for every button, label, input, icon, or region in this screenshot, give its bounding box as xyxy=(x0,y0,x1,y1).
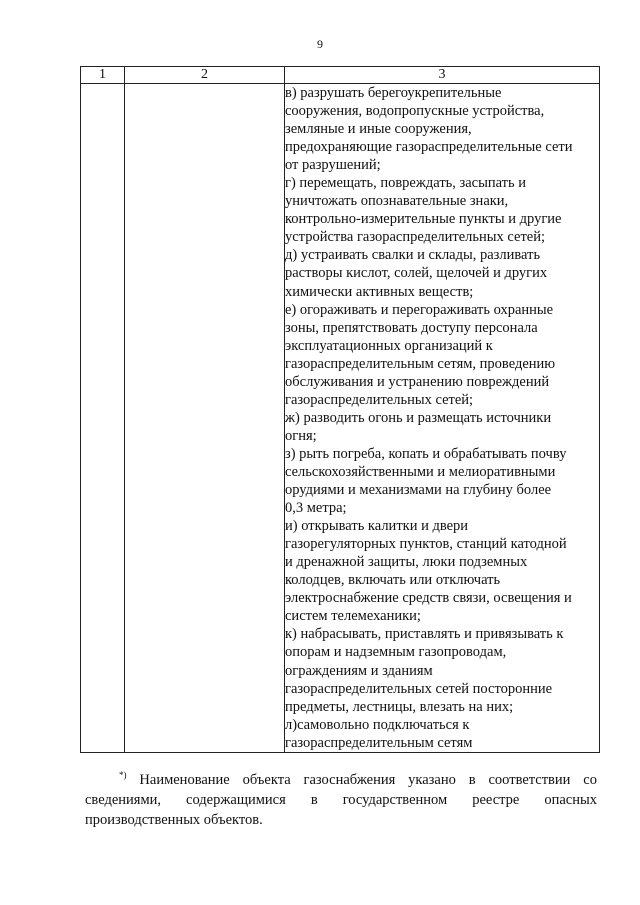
restriction-line: предохраняющие газораспределительные сети xyxy=(285,139,573,156)
page-number: 9 xyxy=(317,37,323,51)
column-header-3: 3 xyxy=(285,67,600,84)
restrictions-cell xyxy=(285,84,600,753)
restriction-line: газораспределительным сетям, проведению xyxy=(285,355,556,372)
restriction-line: з) рыть погреба, копать и обрабатывать почву xyxy=(285,445,567,462)
restriction-line: сельскохозяйственными и мелиоративными xyxy=(285,463,556,480)
hazard-table xyxy=(80,66,600,753)
restriction-line: уничтожать опознавательные знаки, xyxy=(285,193,509,210)
restriction-line: огня; xyxy=(285,427,317,444)
restrictions-list xyxy=(285,84,599,752)
column-header-1: 1 xyxy=(81,67,125,84)
restriction-line: и дренажной защиты, люки подземных xyxy=(285,554,528,571)
restriction-line: электроснабжение средств связи, освещения и xyxy=(285,590,572,607)
footnote-line xyxy=(85,765,597,790)
restriction-line: устройства газораспределительных сетей; xyxy=(285,229,546,246)
restriction-line: газораспределительным сетям xyxy=(285,734,473,751)
footnote-line: сведениями, содержащимися в государственном реестре опасных xyxy=(85,792,597,808)
restriction-line: колодцев, включать или отключать xyxy=(285,572,501,589)
footnote-text: Наименование объекта газоснабжения указано в соответствии со xyxy=(139,772,597,788)
table-body-row xyxy=(81,84,600,753)
restriction-line: предметы, лестницы, влезать на них; xyxy=(285,698,514,715)
restriction-line: ограждениям и зданиям xyxy=(285,662,433,679)
restriction-line: опорам и надземным газопроводам, xyxy=(285,644,507,661)
footnote-line: производственных объектов. xyxy=(85,812,263,828)
restriction-line: зоны, препятствовать доступу персонала xyxy=(285,319,538,336)
column-header-2: 2 xyxy=(125,67,285,84)
restriction-line: д) устраивать свалки и склады, разливать xyxy=(285,247,541,264)
column-1-cell xyxy=(81,84,125,753)
restriction-line: газораспределительных сетей посторонние xyxy=(285,680,553,697)
restriction-line: ж) разводить огонь и размещать источники xyxy=(285,409,552,426)
restriction-line: е) огораживать и перегораживать охранные xyxy=(285,301,554,318)
restriction-line: земляные и иные сооружения, xyxy=(285,121,472,138)
restriction-line: от разрушений; xyxy=(285,157,381,174)
restriction-line: обслуживания и устранению повреждений xyxy=(285,373,550,390)
restriction-line: систем телемеханики; xyxy=(285,608,421,625)
footnote-marker: *) xyxy=(119,770,127,780)
restriction-line: контрольно-измерительные пункты и другие xyxy=(285,211,562,228)
restriction-line: 0,3 метра; xyxy=(285,500,347,517)
restriction-line: и) открывать калитки и двери xyxy=(285,518,469,535)
restriction-line: г) перемещать, повреждать, засыпать и xyxy=(285,175,527,192)
restriction-line: л)самовольно подключаться к xyxy=(285,716,470,733)
restriction-line: в) разрушать берегоукрепительные xyxy=(285,85,502,101)
restriction-line: орудиями и механизмами на глубину более xyxy=(285,482,552,499)
restriction-line: газорегуляторных пунктов, станций катодной xyxy=(285,536,567,553)
restriction-line: газораспределительных сетей; xyxy=(285,391,474,408)
restriction-line: химически активных веществ; xyxy=(285,283,474,300)
restriction-line: сооружения, водопропускные устройства, xyxy=(285,103,545,120)
restriction-line: растворы кислот, солей, щелочей и других xyxy=(285,265,548,282)
footnote xyxy=(85,765,597,830)
column-2-cell xyxy=(125,84,285,753)
restriction-line: к) набрасывать, приставлять и привязывать к xyxy=(285,626,564,643)
restriction-line: эксплуатационных организаций к xyxy=(285,337,493,354)
table-header-row xyxy=(81,67,600,84)
